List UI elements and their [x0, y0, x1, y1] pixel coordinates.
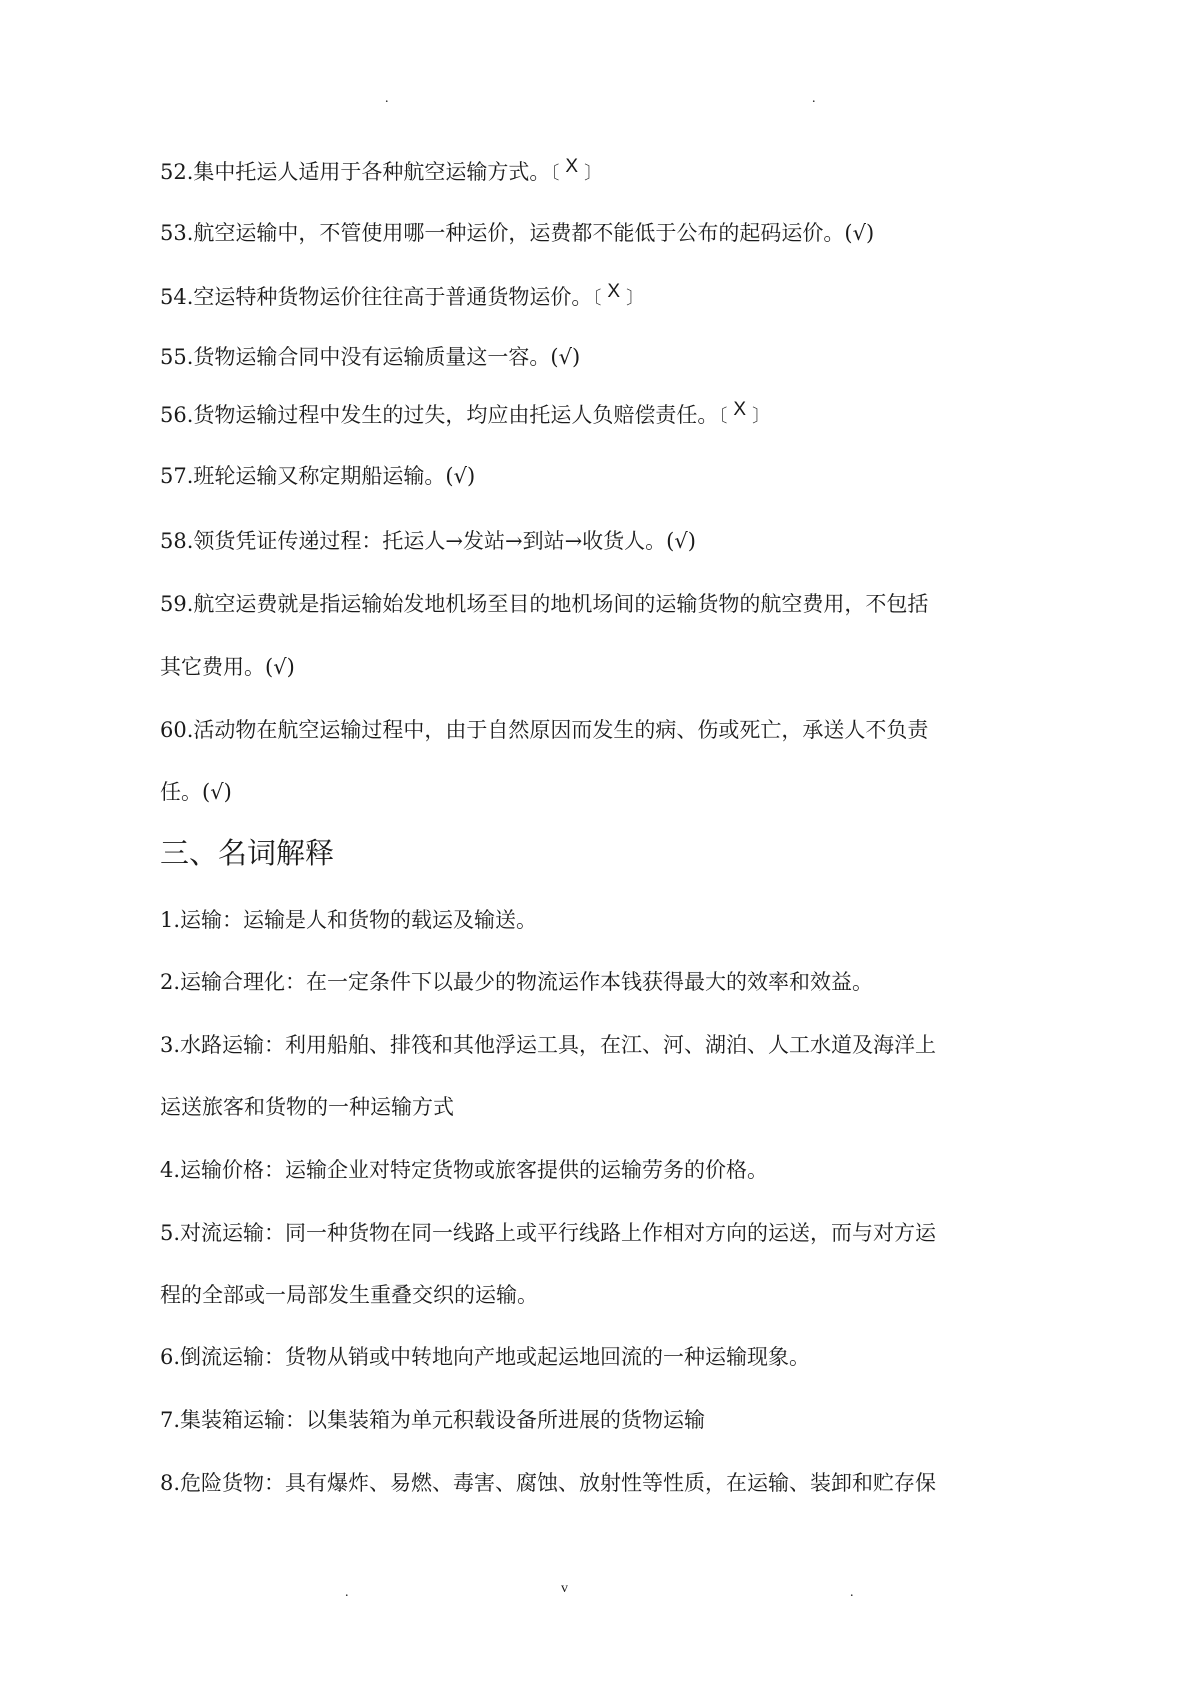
tf-open-bracket: 〔 [550, 163, 560, 184]
term-item-6: 6.倒流运输：货物从销或中转地向产地或起运地回流的一种运输现象。 [160, 1345, 811, 1369]
tf-item-text: 56.货物运输过程中发生的过失，均应由托运人负赔偿责任。 [160, 403, 719, 427]
tf-answer-mark: X [607, 281, 621, 302]
header-dot-right: . [812, 91, 816, 106]
tf-item-53 [160, 219, 874, 247]
tf-answer-mark: X [733, 399, 747, 420]
tf-item-55 [160, 343, 580, 371]
term-item-3-line1: 3.水路运输：利用船舶、排筏和其他浮运工具，在江、河、湖泊、人工水道及海洋上 [160, 1033, 937, 1057]
tf-item-text: 53.航空运输中，不管使用哪一种运价，运费都不能低于公布的起码运价。(√) [160, 221, 875, 245]
term-item-8: 8.危险货物：具有爆炸、易燃、毒害、腐蚀、放射性等性质，在运输、装卸和贮存保 [160, 1471, 937, 1495]
term-item-5-line1: 5.对流运输：同一种货物在同一线路上或平行线路上作相对方向的运送，而与对方运 [160, 1221, 937, 1245]
tf-item-text: 57.班轮运输又称定期船运输。(√) [160, 464, 476, 488]
tf-item-54 [160, 283, 644, 313]
tf-item-text: 54.空运特种货物运价往往高于普通货物运价。 [160, 285, 593, 309]
tf-close-bracket: 〕 [752, 406, 771, 427]
tf-item-59-line1: 59.航空运费就是指运输始发地机场至目的地机场间的运输货物的航空费用，不包括 [160, 592, 929, 616]
footer-dot-right: . [850, 1585, 854, 1600]
tf-answer-mark: X [565, 156, 579, 177]
tf-item-56 [160, 401, 770, 431]
term-item-1: 1.运输：运输是人和货物的载运及输送。 [160, 908, 538, 932]
tf-item-text: 52.集中托运人适用于各种航空运输方式。 [160, 160, 551, 184]
term-item-3-line2: 运送旅客和货物的一种运输方式 [160, 1095, 454, 1119]
term-item-5-line2: 程的全部或一局部发生重叠交织的运输。 [160, 1283, 538, 1307]
tf-item-59-line2: 其它费用。(√) [160, 655, 295, 679]
footer-dot-left: . [345, 1585, 349, 1600]
footer-page-marker: v [561, 1581, 568, 1596]
tf-item-58 [160, 527, 696, 555]
term-item-2: 2.运输合理化：在一定条件下以最少的物流运作本钱获得最大的效率和效益。 [160, 970, 874, 994]
tf-item-60-line2: 任。(√) [160, 780, 232, 804]
tf-item-57 [160, 462, 475, 490]
section-title: 三、名词解释 [160, 836, 335, 870]
term-item-7: 7.集装箱运输：以集装箱为单元积载设备所进展的货物运输 [160, 1408, 706, 1432]
tf-item-text: 58.领货凭证传递过程：托运人→发站→到站→收货人。(√) [160, 529, 696, 553]
tf-item-text: 55.货物运输合同中没有运输质量这一容。(√) [160, 345, 581, 369]
header-dot-left: . [385, 91, 389, 106]
tf-open-bracket: 〔 [592, 288, 602, 309]
tf-item-52 [160, 158, 602, 188]
tf-close-bracket: 〕 [626, 288, 645, 309]
tf-item-60-line1: 60.活动物在航空运输过程中，由于自然原因而发生的病、伤或死亡，承送人不负责 [160, 718, 929, 742]
tf-open-bracket: 〔 [718, 406, 728, 427]
term-item-4: 4.运输价格：运输企业对特定货物或旅客提供的运输劳务的价格。 [160, 1158, 769, 1182]
tf-close-bracket: 〕 [584, 163, 603, 184]
